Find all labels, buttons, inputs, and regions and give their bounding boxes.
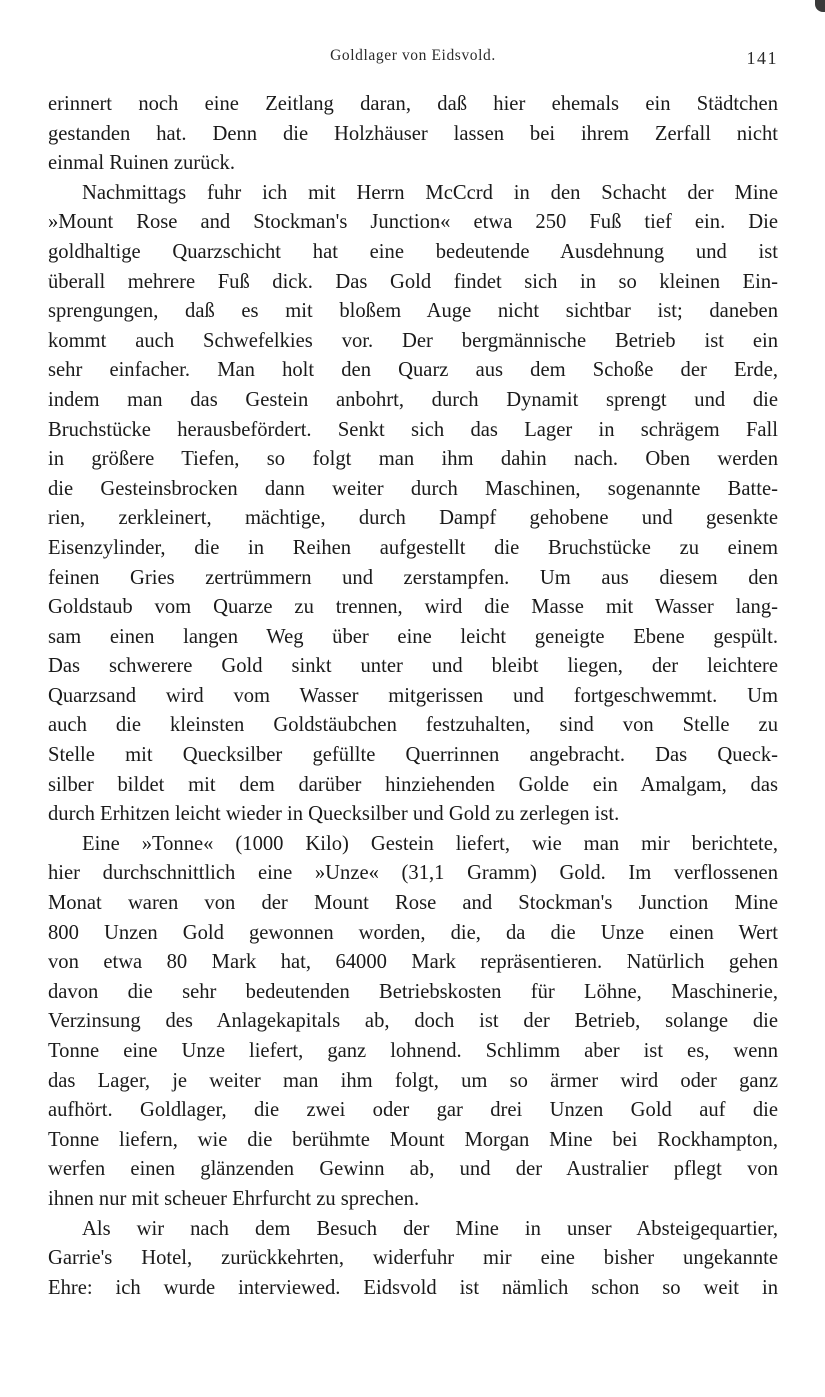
text-line: überall mehrere Fuß dick. Das Gold findet sich in so kleinen Ein-: [48, 270, 778, 293]
text-line: Nachmittags fuhr ich mit Herrn McCcrd in den Schacht der Mine: [82, 181, 778, 204]
text-line: Ehre: ich wurde interviewed. Eidsvold ist nämlich schon so weit in: [48, 1276, 778, 1299]
text-line: gestanden hat. Denn die Holzhäuser lassen bei ihrem Zerfall nicht: [48, 122, 778, 145]
text-line: von etwa 80 Mark hat, 64000 Mark repräsentieren. Natürlich gehen: [48, 951, 778, 974]
paragraph: [48, 90, 778, 179]
text-line: werfen einen glänzenden Gewinn ab, und der Australier pflegt von: [48, 1158, 778, 1181]
text-line: davon die sehr bedeutenden Betriebskosten für Löhne, Maschinerie,: [48, 980, 778, 1003]
text-line: Garrie's Hotel, zurückkehrten, widerfuhr mir eine bisher ungekannte: [48, 1247, 778, 1270]
text-line: auch die kleinsten Goldstäubchen festzuhalten, sind von Stelle zu: [48, 714, 778, 737]
text-line: Eisenzylinder, die in Reihen aufgestellt die Bruchstücke zu einem: [48, 536, 778, 559]
text-line: rien, zerkleinert, mächtige, durch Dampf gehobene und gesenkte: [48, 507, 778, 530]
text-line: Quarzsand wird vom Wasser mitgerissen und fortgeschwemmt. Um: [48, 684, 778, 707]
page-number: 141: [746, 48, 778, 68]
text-line: silber bildet mit dem darüber hinziehenden Golde ein Amalgam, das: [48, 773, 778, 796]
body-text: [48, 90, 778, 1303]
text-line: Das schwerere Gold sinkt unter und bleibt liegen, der leichtere: [48, 655, 778, 678]
text-line: »Mount Rose and Stockman's Junction« etwa 250 Fuß tief ein. Die: [48, 211, 778, 234]
text-line: Bruchstücke herausbefördert. Senkt sich das Lager in schrägem Fall: [48, 418, 778, 441]
text-line: Tonne eine Unze liefert, ganz lohnend. Schlimm aber ist es, wenn: [48, 1040, 778, 1062]
text-line: Monat waren von der Mount Rose and Stockman's Junction Mine: [48, 892, 778, 915]
paragraph: [48, 1215, 778, 1304]
text-line: sehr einfacher. Man holt den Quarz aus dem Schoße der Erde,: [48, 359, 778, 382]
text-line: goldhaltige Quarzschicht hat eine bedeutende Ausdehnung und ist: [48, 240, 778, 263]
text-line: Tonne liefern, wie die berühmte Mount Morgan Mine bei Rockhampton,: [48, 1128, 778, 1151]
text-line: Als wir nach dem Besuch der Mine in unser Absteigequartier,: [82, 1217, 778, 1240]
text-line: das Lager, je weiter man ihm folgt, um so ärmer wird oder ganz: [48, 1069, 778, 1092]
text-line: hier durchschnittlich eine »Unze« (31,1 Gramm) Gold. Im verflossenen: [48, 862, 778, 885]
text-line: in größere Tiefen, so folgt man ihm dahin nach. Oben werden: [48, 448, 778, 471]
text-line: feinen Gries zertrümmern und zerstampfen. Um aus diesem den: [48, 566, 778, 589]
text-line: sam einen langen Weg über eine leicht geneigte Ebene gespült.: [48, 625, 778, 648]
text-line: durch Erhitzen leicht wieder in Quecksilber und Gold zu zerlegen ist.: [48, 803, 620, 826]
text-line: Eine »Tonne« (1000 Kilo) Gestein liefert, wie man mir berichtete,: [82, 832, 778, 855]
running-title: Goldlager von Eidsvold.: [330, 47, 496, 64]
text-line: Stelle mit Quecksilber gefüllte Querrinnen angebracht. Das Queck-: [48, 744, 778, 767]
paragraph: [48, 830, 778, 1215]
text-line: Verzinsung des Anlagekapitals ab, doch ist der Betrieb, solange die: [48, 1010, 778, 1033]
text-line: sprengungen, daß es mit bloßem Auge nicht sichtbar ist; daneben: [48, 300, 778, 323]
text-line: kommt auch Schwefelkies vor. Der bergmännische Betrieb ist ein: [48, 329, 778, 352]
page-corner-mark: [815, 0, 825, 12]
text-line: die Gesteinsbrocken dann weiter durch Maschinen, sogenannte Batte-: [48, 477, 778, 500]
running-head: [48, 47, 778, 71]
text-line: erinnert noch eine Zeitlang daran, daß hier ehemals ein Städtchen: [48, 93, 778, 115]
text-line: Goldstaub vom Quarze zu trennen, wird die Masse mit Wasser lang-: [48, 596, 778, 619]
text-line: einmal Ruinen zurück.: [48, 152, 236, 175]
text-line: indem man das Gestein anbohrt, durch Dynamit sprengt und die: [48, 388, 778, 411]
paragraph: [48, 179, 778, 830]
text-line: 800 Unzen Gold gewonnen worden, die, da die Unze einen Wert: [48, 921, 778, 944]
text-line: ihnen nur mit scheuer Ehrfurcht zu sprechen.: [48, 1187, 420, 1210]
text-line: aufhört. Goldlager, die zwei oder gar drei Unzen Gold auf die: [48, 1099, 778, 1122]
